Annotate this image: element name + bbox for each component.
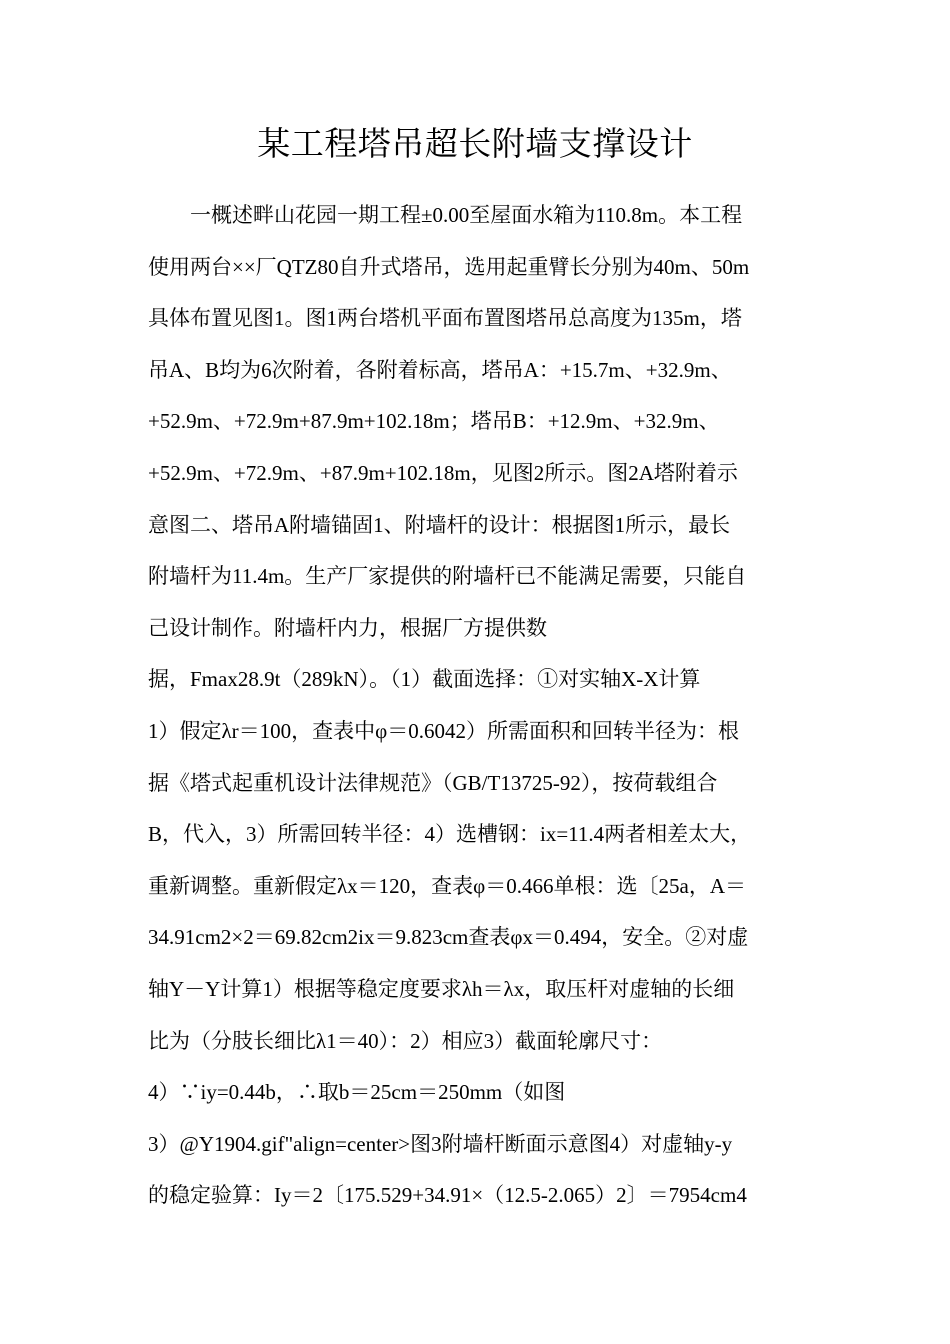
body-line: 据，Fmax28.9t（289kN）。（1）截面选择：①对实轴X-X计算	[148, 667, 701, 692]
body-line: +52.9m、+72.9m、+87.9m+102.18m，见图2所示。图2A塔附着示	[148, 460, 738, 485]
body-line: 比为（分肢长细比λ1＝40）：2）相应3）截面轮廓尺寸：	[148, 1028, 663, 1053]
body-line: 附墙杆为11.4m。生产厂家提供的附墙杆已不能满足需要，只能自	[148, 564, 747, 589]
body-line: 的稳定验算：Iy＝2〔175.529+34.91×（12.5-2.065）2〕＝7954cm4	[148, 1183, 747, 1208]
body-line: 4）∵iy=0.44b，∴取b＝25cm＝250mm（如图	[148, 1080, 566, 1105]
body-line: 吊A、B均为6次附着，各附着标高，塔吊A：+15.7m、+32.9m、	[148, 357, 732, 382]
body-line: 意图二、塔吊A附墙锚固1、附墙杆的设计：根据图1所示，最长	[148, 512, 731, 537]
body-line: 轴Y－Y计算1）根据等稳定度要求λh＝λx，取压杆对虚轴的长细	[148, 976, 735, 1001]
body-line: 34.91cm2×2＝69.82cm2ix＝9.823cm查表φx＝0.494，安全。②对虚	[148, 925, 749, 950]
body-line: 使用两台××厂QTZ80自升式塔吊，选用起重臂长分别为40m、50m	[148, 254, 750, 279]
body-line: 3）@Y1904.gif"align=center>图3附墙杆断面示意图4）对虚轴y-y	[148, 1131, 733, 1156]
body-line: 具体布置见图1。图1两台塔机平面布置图塔吊总高度为135m，塔	[148, 306, 742, 331]
body-line: +52.9m、+72.9m+87.9m+102.18m；塔吊B：+12.9m、+32.9m、	[148, 409, 720, 434]
body-line: 重新调整。重新假定λx＝120，查表φ＝0.466单根：选〔25a，A＝	[148, 873, 747, 898]
document-body	[148, 190, 828, 1222]
body-line: B，代入，3）所需回转半径：4）选槽钢：ix=11.4两者相差太大，	[148, 822, 752, 847]
body-line: 己设计制作。附墙杆内力，根据厂方提供数	[148, 615, 547, 640]
body-line: 1）假定λr＝100，查表中φ＝0.6042）所需面积和回转半径为：根	[148, 718, 740, 743]
body-line: 据《塔式起重机设计法律规范》（GB/T13725-92），按荷载组合	[148, 770, 718, 795]
body-line: 一概述畔山花园一期工程±0.00至屋面水箱为110.8m。本工程	[148, 203, 743, 227]
document-title: 某工程塔吊超长附墙支撑设计	[257, 127, 693, 163]
